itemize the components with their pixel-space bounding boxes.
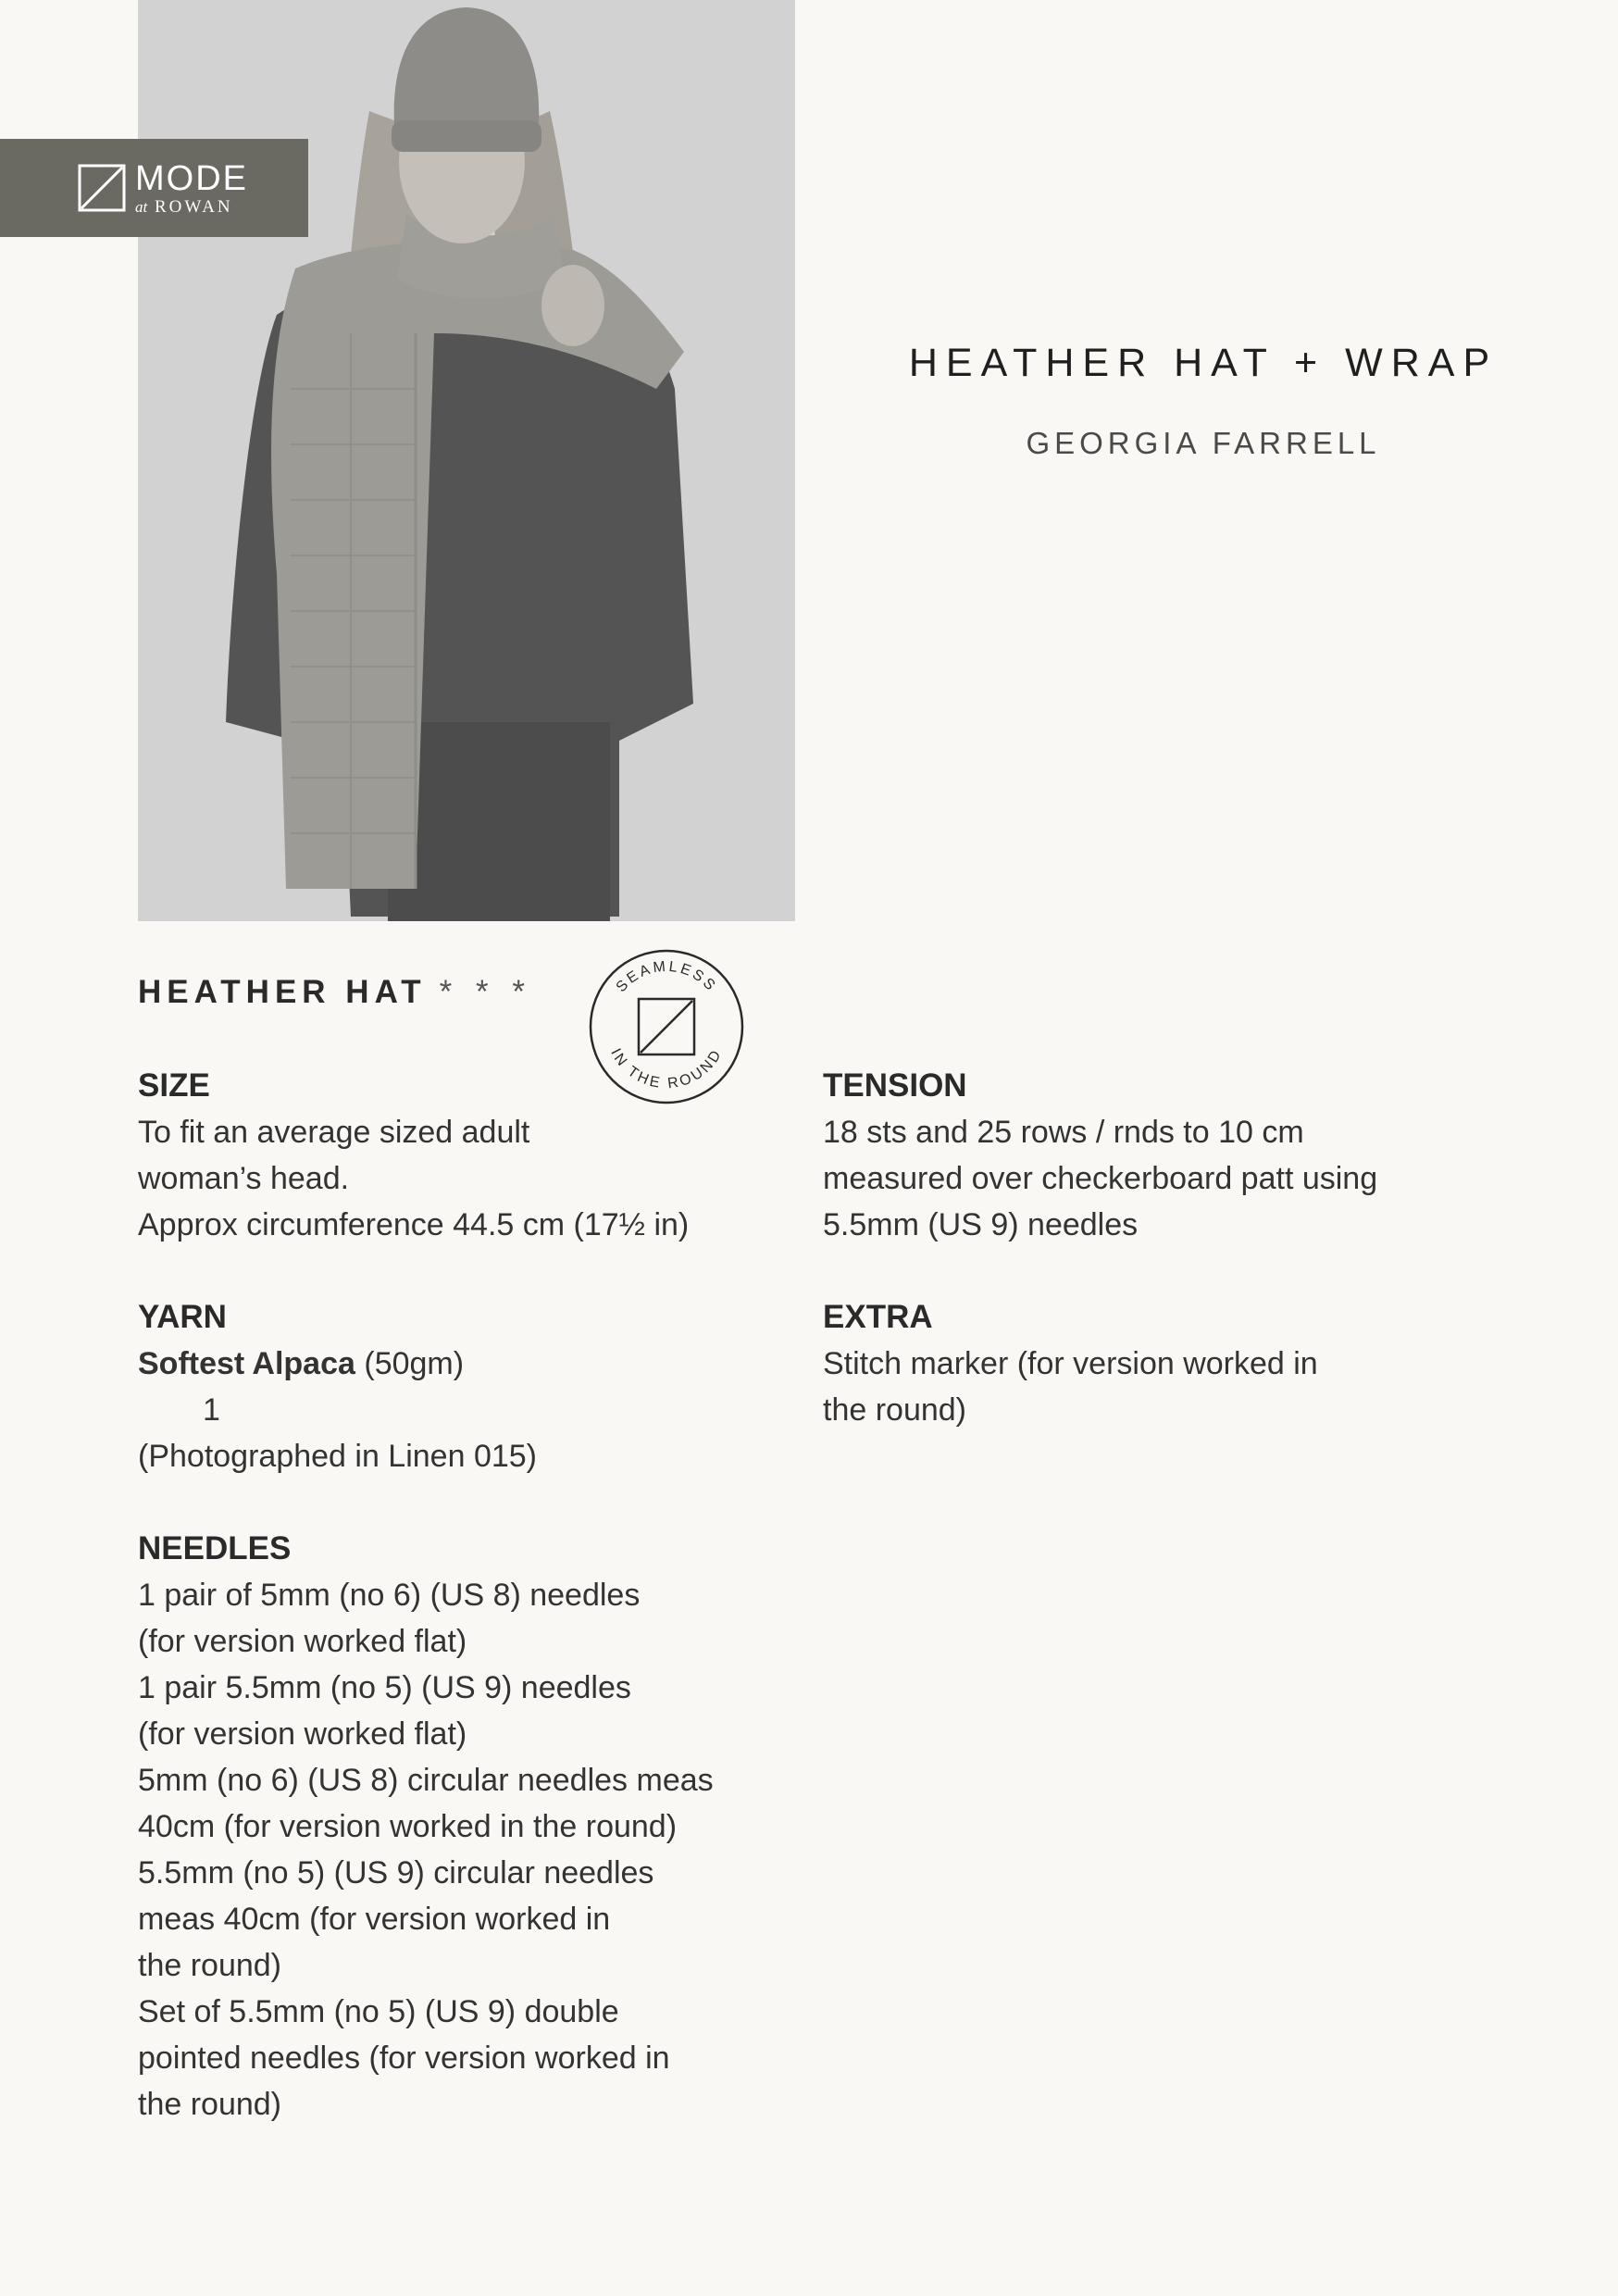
needles-line: Set of 5.5mm (no 5) (US 9) double — [138, 1994, 619, 2029]
designer-name: GEORGIA FARRELL — [1026, 426, 1381, 460]
size-block — [138, 1063, 823, 1248]
brand-logo-sub-prefix: at — [135, 197, 148, 216]
needles-line: (for version worked flat) — [138, 1624, 467, 1659]
tension-line: measured over checkerboard patt using — [823, 1161, 1378, 1196]
needles-line: pointed needles (for version worked in — [138, 2040, 670, 2076]
brand-logo-word: MODE — [135, 158, 248, 198]
needles-line: the round) — [138, 2087, 281, 2122]
badge-top-text: SEAMLESS — [613, 958, 720, 996]
needles-line: 40cm (for version worked in the round) — [138, 1809, 678, 1844]
mode-logo-icon — [78, 164, 126, 212]
section-title — [138, 974, 532, 1011]
size-line: woman’s head. — [138, 1161, 350, 1196]
needles-block — [138, 1526, 823, 2128]
extra-line: the round) — [823, 1392, 966, 1428]
right-column — [823, 1063, 1508, 1479]
brand-logo-tab — [0, 139, 308, 237]
yarn-block — [138, 1294, 823, 1479]
yarn-note: (Photographed in Linen 015) — [138, 1439, 537, 1474]
difficulty-rating: * * * — [439, 974, 532, 1010]
needles-line: 5.5mm (no 5) (US 9) circular needles — [138, 1855, 654, 1890]
size-line: Approx circumference 44.5 cm (17½ in) — [138, 1207, 690, 1242]
tension-block — [823, 1063, 1508, 1248]
yarn-line — [138, 1341, 823, 1387]
extra-line: Stitch marker (for version worked in — [823, 1346, 1318, 1381]
section-title-text: HEATHER HAT — [138, 974, 427, 1010]
needles-line: 1 pair of 5mm (no 6) (US 8) needles — [138, 1578, 641, 1613]
yarn-quantity: 1 — [203, 1392, 220, 1428]
brand-logo-text — [135, 158, 248, 217]
yarn-name: Softest Alpaca — [138, 1346, 355, 1381]
tension-line: 18 sts and 25 rows / rnds to 10 cm — [823, 1115, 1304, 1150]
left-column — [138, 1063, 823, 2174]
yarn-weight: (50gm) — [355, 1346, 465, 1381]
pattern-title: HEATHER HAT + WRAP — [908, 341, 1499, 385]
needles-line: the round) — [138, 1948, 281, 1983]
badge-bottom-text: IN THE ROUND — [607, 1045, 727, 1092]
tension-heading: TENSION — [823, 1067, 967, 1104]
tension-line: 5.5mm (US 9) needles — [823, 1207, 1139, 1242]
needles-heading: NEEDLES — [138, 1530, 292, 1566]
yarn-heading: YARN — [138, 1299, 227, 1335]
needles-line: 1 pair 5.5mm (no 5) (US 9) needles — [138, 1670, 631, 1705]
brand-logo-sub — [135, 198, 248, 216]
brand-logo-sub-word: ROWAN — [154, 196, 233, 217]
needles-line: (for version worked flat) — [138, 1716, 467, 1752]
size-heading: SIZE — [138, 1067, 210, 1104]
extra-heading: EXTRA — [823, 1299, 933, 1335]
needles-line: meas 40cm (for version worked in — [138, 1902, 611, 1937]
needles-line: 5mm (no 6) (US 8) circular needles meas — [138, 1763, 714, 1798]
extra-block — [823, 1294, 1508, 1433]
size-line: To fit an average sized adult — [138, 1115, 530, 1150]
